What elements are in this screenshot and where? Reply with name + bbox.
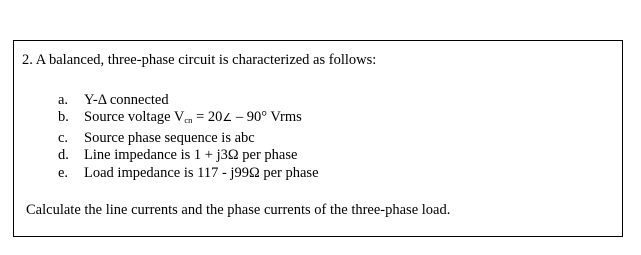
angle-symbol: ∠	[222, 111, 233, 125]
item-text: Y-Δ connected	[84, 92, 169, 108]
instruction-text: Calculate the line currents and the phase currents of the three-phase load.	[26, 202, 451, 218]
question-text: 2. A balanced, three-phase circuit is characterized as follows:	[22, 52, 377, 68]
list-item-a	[58, 92, 319, 109]
list-item-d	[58, 147, 319, 164]
item-text: Load impedance is 117 - j99Ω per phase	[84, 164, 319, 181]
voltage-subscript: cn	[184, 115, 193, 126]
item-text: Source phase sequence is abc	[84, 129, 255, 146]
condition-list	[58, 92, 319, 182]
item-text-prefix: Source voltage V	[84, 109, 185, 126]
item-letter: e.	[58, 164, 69, 181]
item-letter: a.	[58, 92, 69, 108]
item-letter: b.	[58, 109, 69, 126]
item-text: Line impedance is 1 + j3Ω per phase	[84, 147, 298, 164]
list-item-c	[58, 130, 319, 147]
item-letter: c.	[58, 129, 69, 146]
voltage-phase: – 90° Vrms	[232, 109, 302, 126]
list-item-b	[58, 109, 319, 129]
problem-box	[13, 40, 623, 237]
list-item-e	[58, 165, 319, 182]
voltage-value: = 20	[192, 109, 223, 126]
item-letter: d.	[58, 147, 69, 164]
